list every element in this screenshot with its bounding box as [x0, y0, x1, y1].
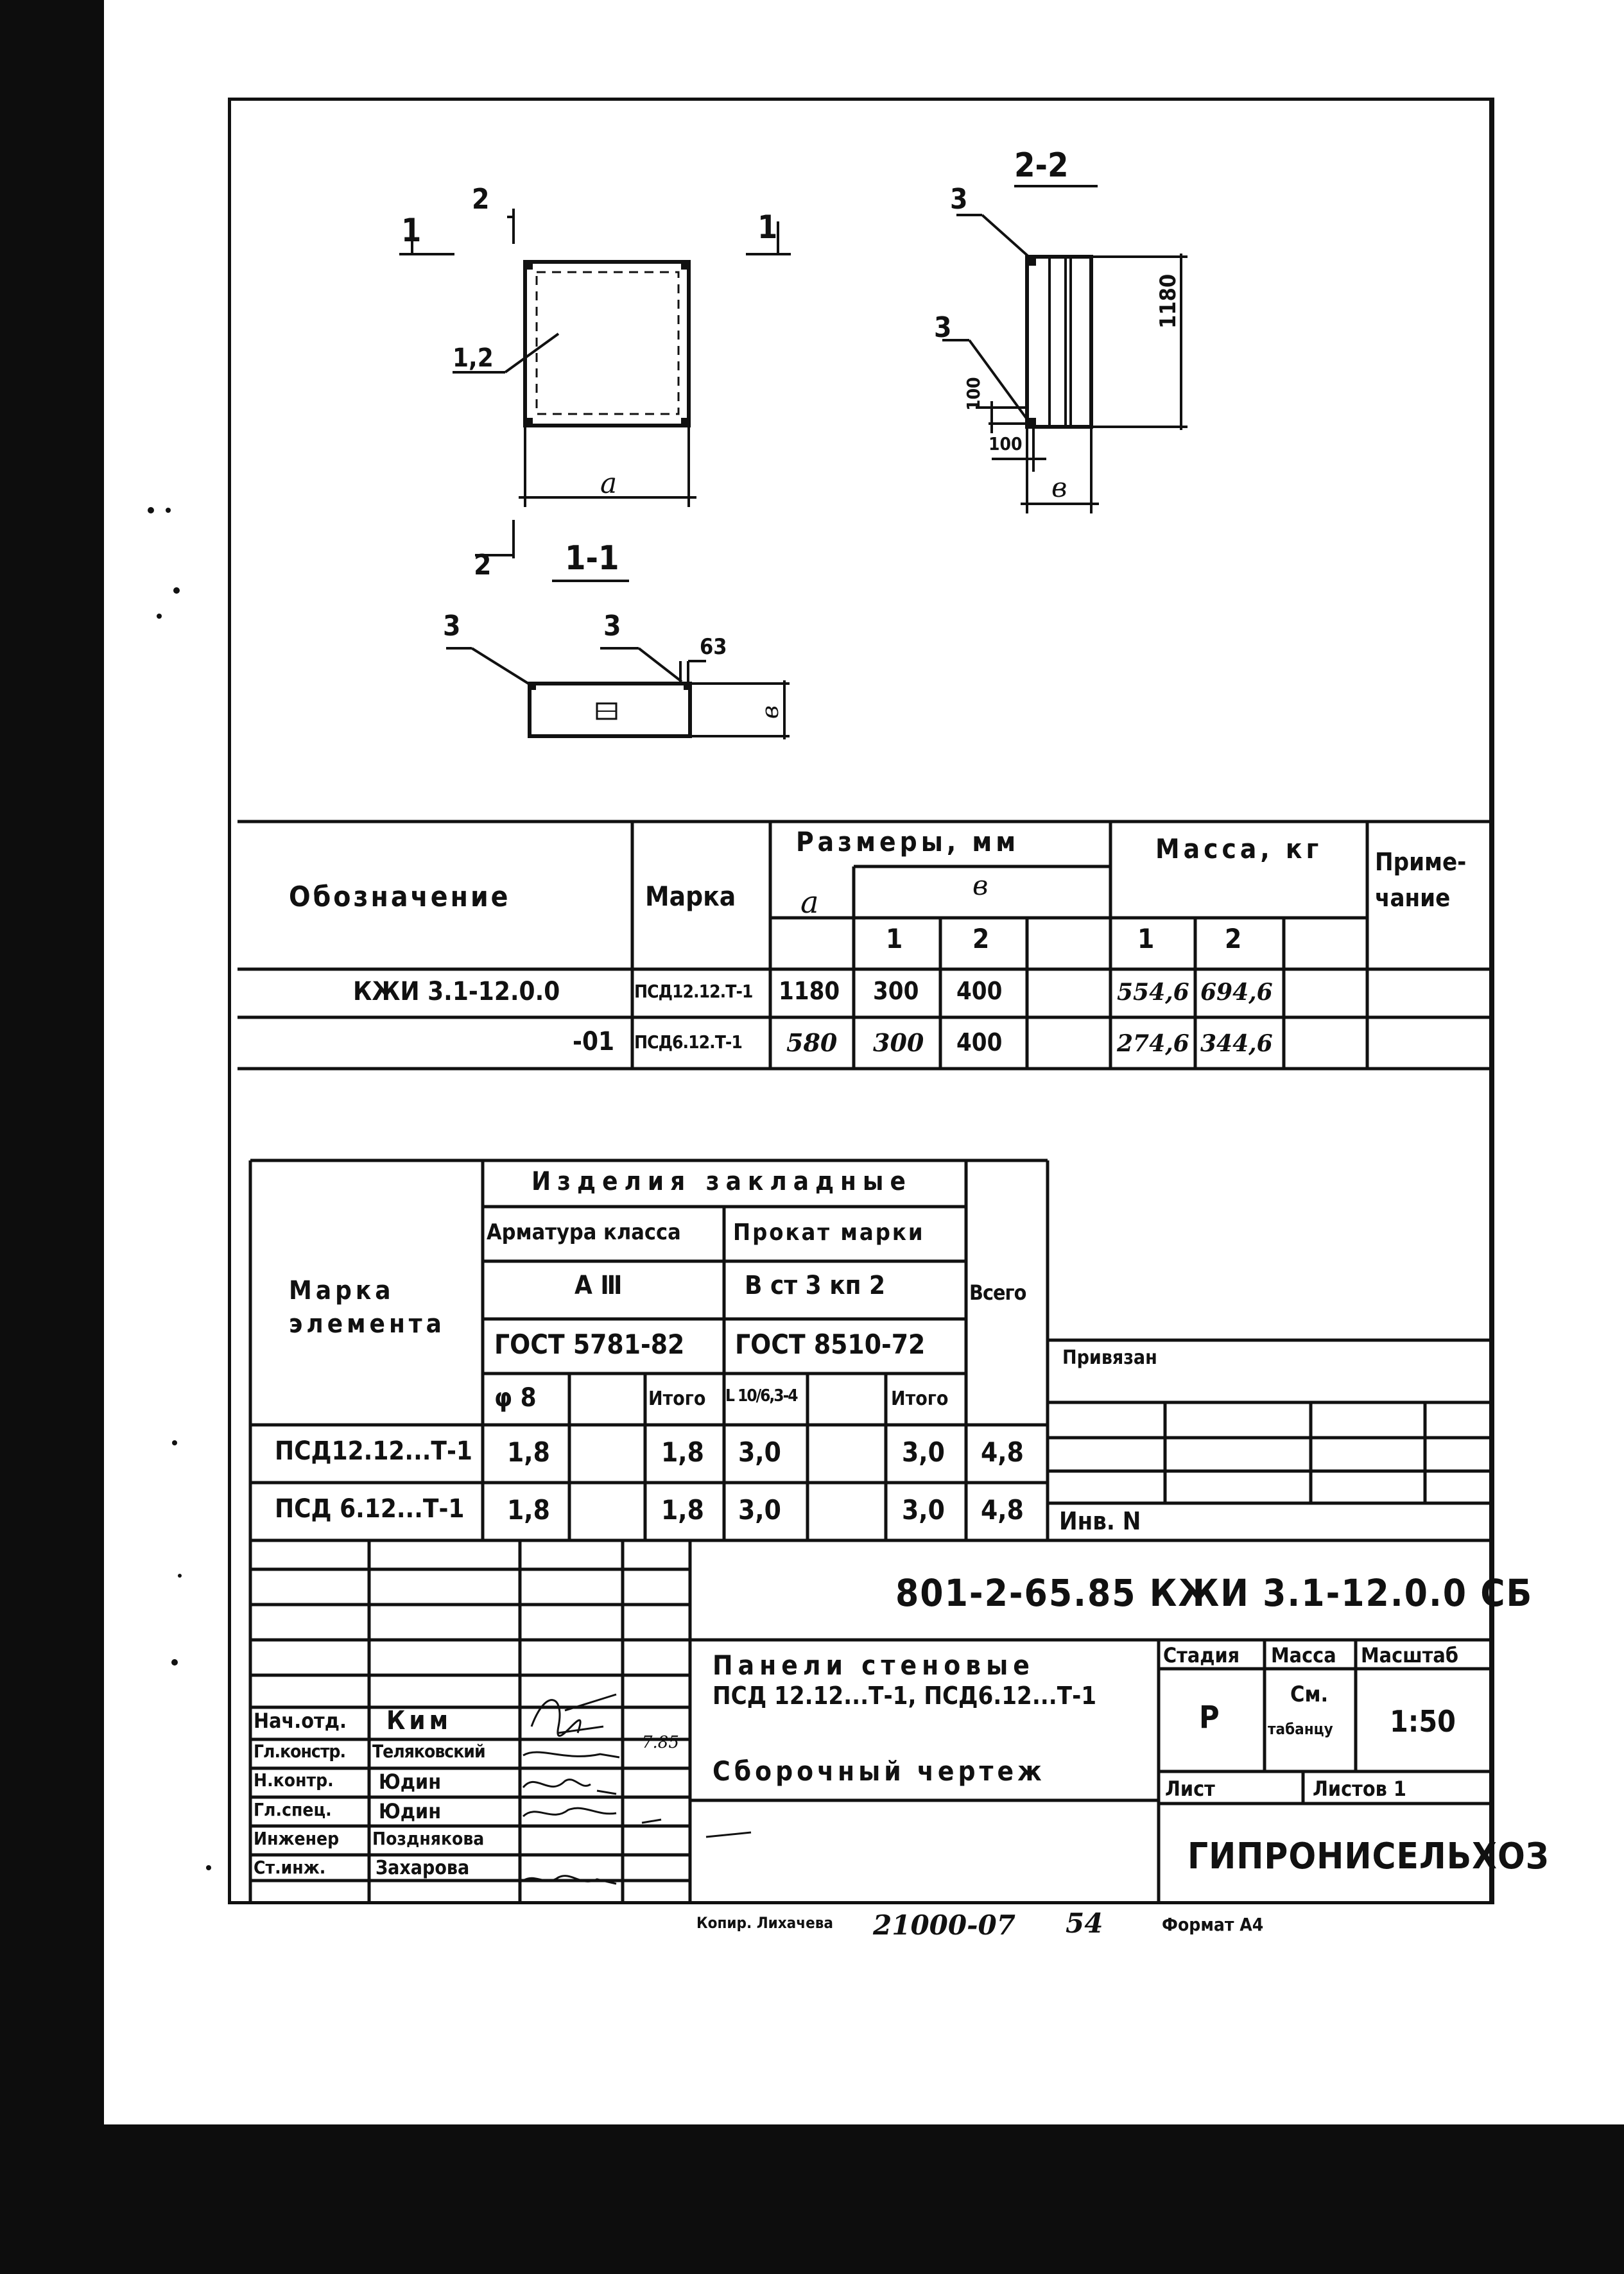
t2-header-rolled-value: В ст 3 кп 2	[745, 1271, 886, 1300]
cut-mark-2-bottom: 2	[474, 549, 492, 581]
staff-role-1: Нач.отд.	[254, 1709, 347, 1733]
t1-header-mark: Марка	[645, 881, 736, 912]
t1-header-a: a	[800, 884, 819, 920]
t2-row2-angle: 3,0	[738, 1494, 781, 1526]
t1-header-m1: 1	[1137, 923, 1155, 954]
document-code: 801-2-65.85 КЖИ 3.1-12.0.0 СБ	[895, 1571, 1533, 1615]
cut-mark-1-left: 1	[401, 212, 422, 249]
scale-header: Масштаб	[1361, 1643, 1458, 1667]
staff-role-3: Н.контр.	[254, 1770, 334, 1791]
t1-row1-m2: 694,6	[1200, 979, 1273, 1006]
dim-1180-label: 1180	[1155, 273, 1181, 329]
t2-row2-sub2: 3,0	[902, 1494, 945, 1526]
dim-b-label-2-2: в	[1051, 472, 1067, 503]
dim-100-horizontal: 100	[989, 433, 1023, 454]
t2-header-phi: φ 8	[494, 1383, 537, 1413]
t2-header-embedded: Изделия закладные	[531, 1167, 912, 1196]
t1-header-sizes: Размеры, мм	[796, 826, 1020, 857]
t1-header-b2: 2	[972, 923, 990, 954]
t2-row2-phi: 1,8	[507, 1494, 550, 1526]
t1-row1-b1: 300	[873, 977, 919, 1005]
dim-100-vertical: 100	[963, 377, 984, 411]
t2-header-rebar-class-value: А Ⅲ	[574, 1271, 623, 1300]
document-type: Сборочный чертеж	[713, 1755, 1046, 1787]
t2-header-rebar-gost: ГОСТ 5781-82	[494, 1329, 685, 1360]
staff-name-2: Теляковский	[372, 1741, 485, 1762]
t1-row2-m2: 344,6	[1200, 1030, 1273, 1057]
t2-header-angle: L 10/6,3-4	[725, 1386, 797, 1406]
t2-header-rolled-gost: ГОСТ 8510-72	[735, 1329, 926, 1360]
staff-name-4: Юдин	[379, 1799, 442, 1823]
sheets-header: Листов 1	[1313, 1777, 1406, 1801]
t2-header-rolled: Прокат марки	[733, 1219, 925, 1246]
t1-row1-a: 1180	[779, 977, 840, 1005]
staff-name-6: Захарова	[376, 1857, 470, 1879]
signature-date: 7.85	[642, 1733, 679, 1752]
t1-row2-m1: 274,6	[1117, 1030, 1189, 1057]
sheet-header: Лист	[1165, 1777, 1215, 1801]
t2-header-element-mark: Марка элемента	[289, 1276, 445, 1339]
t1-row2-b2: 400	[956, 1028, 1003, 1056]
staff-role-2: Гл.констр.	[254, 1741, 346, 1762]
stage-header: Стадия	[1163, 1643, 1240, 1667]
t2-row1-sub2: 3,0	[902, 1436, 945, 1468]
leader-3-c: 3	[443, 610, 461, 642]
scale-value: 1:50	[1390, 1704, 1456, 1739]
staff-name-1: Ким	[386, 1706, 453, 1736]
section-1-1-label: 1-1	[565, 539, 619, 578]
t2-row1-sub1: 1,8	[661, 1436, 704, 1468]
t2-header-subtotal1: Итого	[648, 1388, 706, 1410]
dim-a-label: a	[600, 467, 618, 500]
staff-name-5: Позднякова	[372, 1828, 485, 1849]
leader-1-2-label: 1,2	[453, 343, 494, 373]
product-name-line1: Панели стеновые	[713, 1650, 1035, 1681]
t2-row2-total: 4,8	[981, 1494, 1024, 1526]
t1-header-b: в	[972, 870, 989, 901]
t1-header-b1: 1	[886, 923, 903, 954]
mass-value-line1: См.	[1290, 1682, 1329, 1707]
copied-by: Копир. Лихачева	[696, 1914, 833, 1932]
t2-header-rebar-class: Арматура класса	[487, 1219, 681, 1245]
section-2-2-label: 2-2	[1014, 146, 1069, 185]
t1-row2-b1: 300	[873, 1028, 924, 1057]
cut-mark-2-top: 2	[472, 183, 490, 216]
attached-label: Привязан	[1062, 1347, 1157, 1369]
t2-row1-angle: 3,0	[738, 1436, 781, 1468]
page-number: 54	[1066, 1908, 1103, 1939]
staff-name-3: Юдин	[379, 1770, 442, 1794]
t1-row1-b2: 400	[956, 977, 1003, 1005]
leader-3-d: 3	[603, 610, 621, 642]
leader-3-b: 3	[934, 311, 952, 344]
staff-role-4: Гл.спец.	[254, 1799, 332, 1820]
t1-header-m2: 2	[1225, 923, 1242, 954]
t2-row1-mark: ПСД12.12...Т-1	[275, 1436, 472, 1466]
t2-row2-sub1: 1,8	[661, 1494, 704, 1526]
leader-3-a: 3	[950, 183, 968, 216]
organization-name: ГИПРОНИСЕЛЬХОЗ	[1188, 1836, 1550, 1877]
t1-row1-m1: 554,6	[1117, 979, 1189, 1006]
staff-role-6: Ст.инж.	[254, 1857, 326, 1878]
t2-row2-mark: ПСД 6.12...Т-1	[275, 1494, 465, 1524]
t2-row1-phi: 1,8	[507, 1436, 550, 1468]
stage-value: Р	[1199, 1700, 1220, 1736]
t2-header-subtotal2: Итого	[891, 1388, 949, 1410]
t1-row2-mark: ПСД6.12.Т-1	[634, 1031, 742, 1053]
product-name-line2: ПСД 12.12...Т-1, ПСД6.12...Т-1	[713, 1682, 1097, 1710]
t2-row1-total: 4,8	[981, 1436, 1024, 1468]
t1-header-note: Приме- чание	[1375, 848, 1467, 912]
staff-role-5: Инженер	[254, 1828, 340, 1849]
paper-format: Формат А4	[1162, 1914, 1264, 1935]
cut-mark-1-right: 1	[757, 209, 778, 246]
t2-header-total: Всего	[969, 1280, 1026, 1305]
t1-row1-mark: ПСД12.12.Т-1	[634, 981, 753, 1002]
dim-63-label: 63	[700, 634, 727, 660]
dim-b-label-1-1: в	[757, 705, 784, 719]
inventory-number-label: Инв. N	[1059, 1507, 1141, 1535]
t1-header-mass: Масса, кг	[1155, 833, 1323, 865]
t1-header-designation: Обозначение	[289, 881, 511, 913]
mass-value-line2: табанцу	[1268, 1720, 1333, 1738]
t1-row2-a: 580	[786, 1028, 838, 1057]
mass-header: Масса	[1271, 1643, 1336, 1667]
order-number: 21000-07	[873, 1909, 1015, 1941]
t1-row2-designation: -01	[573, 1027, 615, 1056]
t1-row1-designation: КЖИ 3.1-12.0.0	[353, 977, 560, 1006]
